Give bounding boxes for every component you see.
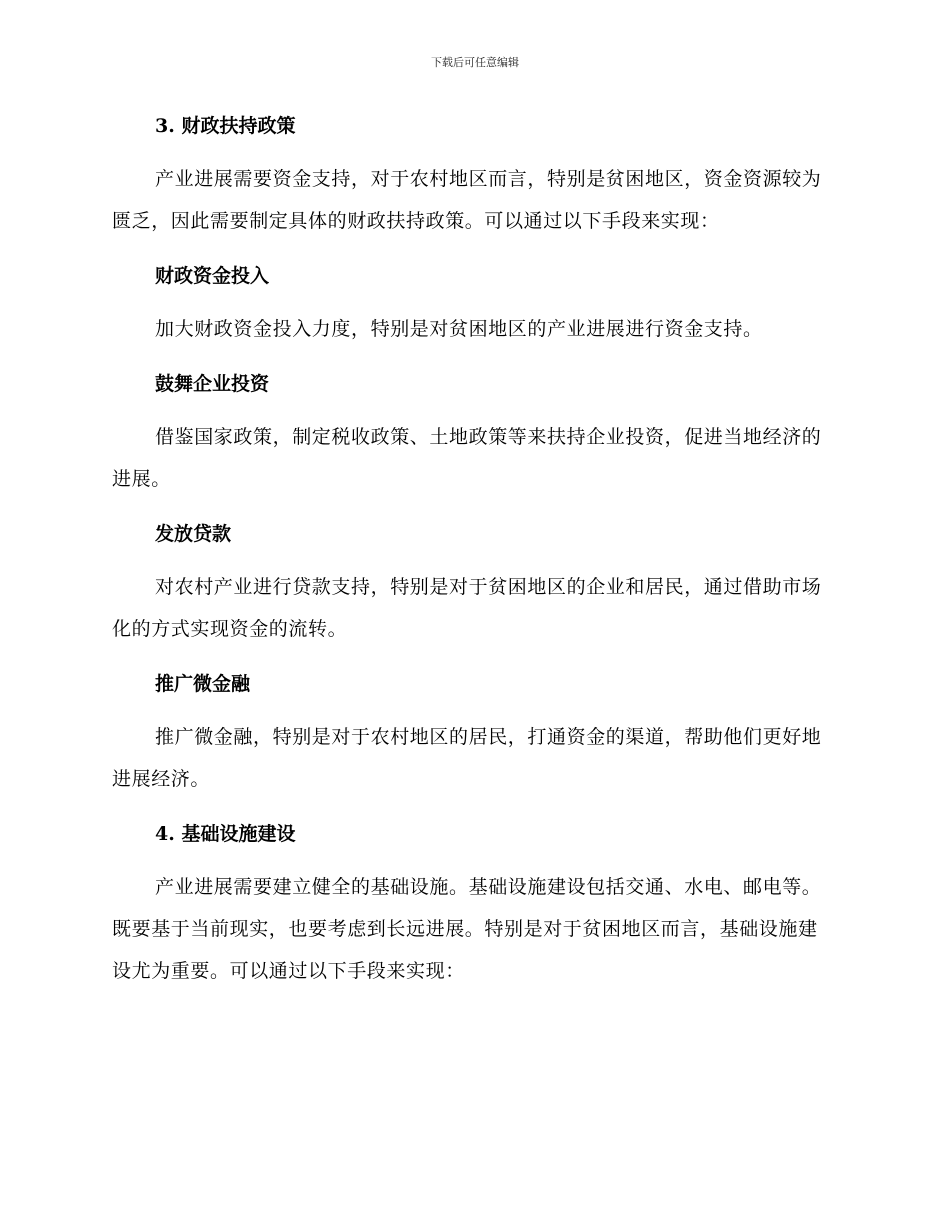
section-heading: 3. 财政扶持政策 xyxy=(155,115,296,137)
section-paragraph: 推广微金融，特别是对于农村地区的居民，打通资金的渠道，帮助他们更好地进展经济。 xyxy=(112,726,822,790)
document-body xyxy=(112,106,832,992)
section-paragraph: 加大财政资金投入力度，特别是对贫困地区的产业进展进行资金支持。 xyxy=(155,318,763,340)
section-paragraph: 借鉴国家政策，制定税收政策、土地政策等来扶持企业投资，促进当地经济的进展。 xyxy=(112,426,822,490)
section-paragraph: 产业进展需要资金支持，对于农村地区而言，特别是贫困地区，资金资源较为匮乏，因此需要制定具体的财政扶持政策。可以通过以下手段来实现： xyxy=(112,168,822,232)
page-header: 下载后可任意编辑 xyxy=(431,56,519,69)
section-heading: 发放贷款 xyxy=(155,523,232,545)
section-heading: 4. 基础设施建设 xyxy=(155,823,296,845)
section-paragraph: 产业进展需要建立健全的基础设施。基础设施建设包括交通、水电、邮电等。既要基于当前现实，也要考虑到长远进展。特别是对于贫困地区而言，基础设施建设尤为重要。可以通过以下手段来实现： xyxy=(112,876,822,982)
section-heading: 推广微金融 xyxy=(155,673,251,695)
section-heading: 鼓舞企业投资 xyxy=(155,373,270,395)
section-heading: 财政资金投入 xyxy=(155,265,270,287)
section-paragraph: 对农村产业进行贷款支持，特别是对于贫困地区的企业和居民，通过借助市场化的方式实现资金的流转。 xyxy=(112,576,822,640)
